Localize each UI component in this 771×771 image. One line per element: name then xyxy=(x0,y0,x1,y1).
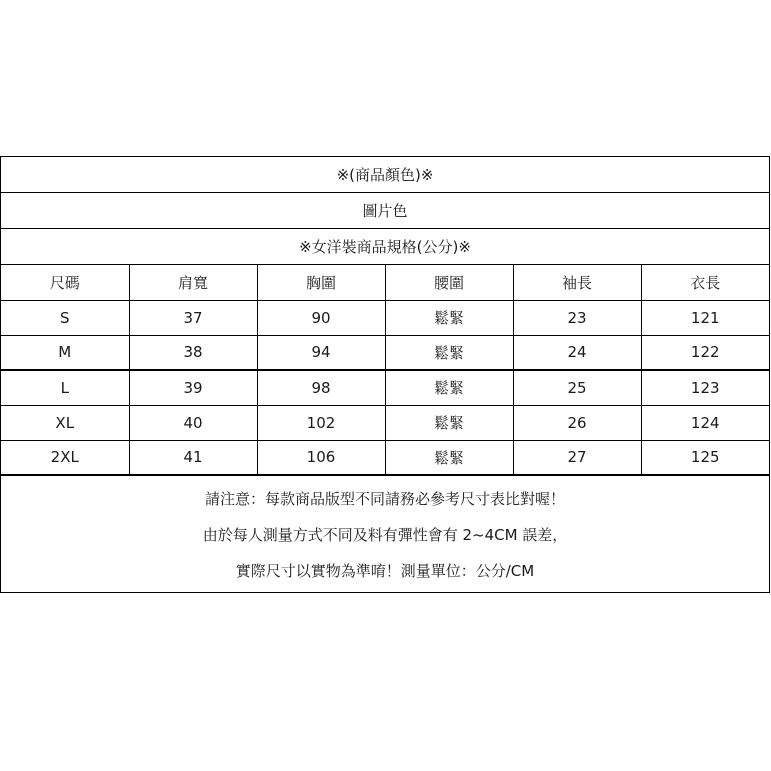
size-chart xyxy=(0,156,770,593)
table-header-row xyxy=(1,265,769,300)
table-row xyxy=(1,440,769,475)
table-cell: 125 xyxy=(641,440,769,475)
notes-section xyxy=(1,476,769,592)
table-cell: 41 xyxy=(129,440,257,475)
column-header-size: 尺碼 xyxy=(1,265,129,300)
table-cell: 26 xyxy=(513,405,641,440)
table-row xyxy=(1,300,769,335)
table-cell: 鬆緊 xyxy=(385,405,513,440)
table-cell: 23 xyxy=(513,300,641,335)
table-cell: 94 xyxy=(257,335,385,370)
table-cell: 37 xyxy=(129,300,257,335)
table-cell: 121 xyxy=(641,300,769,335)
column-header-length: 衣長 xyxy=(641,265,769,300)
table-cell: 27 xyxy=(513,440,641,475)
note-measurement-error: 由於每人測量方式不同及料有彈性會有 2~4CM 誤差， xyxy=(202,525,568,544)
table-cell: 鬆緊 xyxy=(385,440,513,475)
column-header-chest: 胸圍 xyxy=(257,265,385,300)
table-cell: L xyxy=(1,370,129,405)
table-cell: 123 xyxy=(641,370,769,405)
table-row xyxy=(1,335,769,370)
table-row xyxy=(1,405,769,440)
table-cell: 24 xyxy=(513,335,641,370)
table-cell: 124 xyxy=(641,405,769,440)
table-cell: 98 xyxy=(257,370,385,405)
table-cell: 鬆緊 xyxy=(385,335,513,370)
column-header-shoulder: 肩寬 xyxy=(129,265,257,300)
table-cell: 40 xyxy=(129,405,257,440)
color-title: ※(商品顏色)※ xyxy=(1,157,769,193)
table-cell: 25 xyxy=(513,370,641,405)
table-cell: 鬆緊 xyxy=(385,370,513,405)
table-cell: 2XL xyxy=(1,440,129,475)
table-cell: 鬆緊 xyxy=(385,300,513,335)
size-table xyxy=(1,265,769,476)
table-cell: 122 xyxy=(641,335,769,370)
table-cell: S xyxy=(1,300,129,335)
column-header-waist: 腰圍 xyxy=(385,265,513,300)
column-header-sleeve: 袖長 xyxy=(513,265,641,300)
table-cell: XL xyxy=(1,405,129,440)
table-cell: 38 xyxy=(129,335,257,370)
spec-title: ※女洋裝商品規格(公分)※ xyxy=(1,229,769,265)
note-fit-warning: 請注意：每款商品版型不同請務必參考尺寸表比對喔！ xyxy=(204,489,565,508)
table-row xyxy=(1,370,769,405)
table-cell: 90 xyxy=(257,300,385,335)
note-measurement-unit: 實際尺寸以實物為準唷！測量單位：公分/CM xyxy=(235,561,535,580)
table-cell: M xyxy=(1,335,129,370)
table-cell: 102 xyxy=(257,405,385,440)
table-cell: 39 xyxy=(129,370,257,405)
color-value: 圖片色 xyxy=(1,193,769,229)
table-cell: 106 xyxy=(257,440,385,475)
